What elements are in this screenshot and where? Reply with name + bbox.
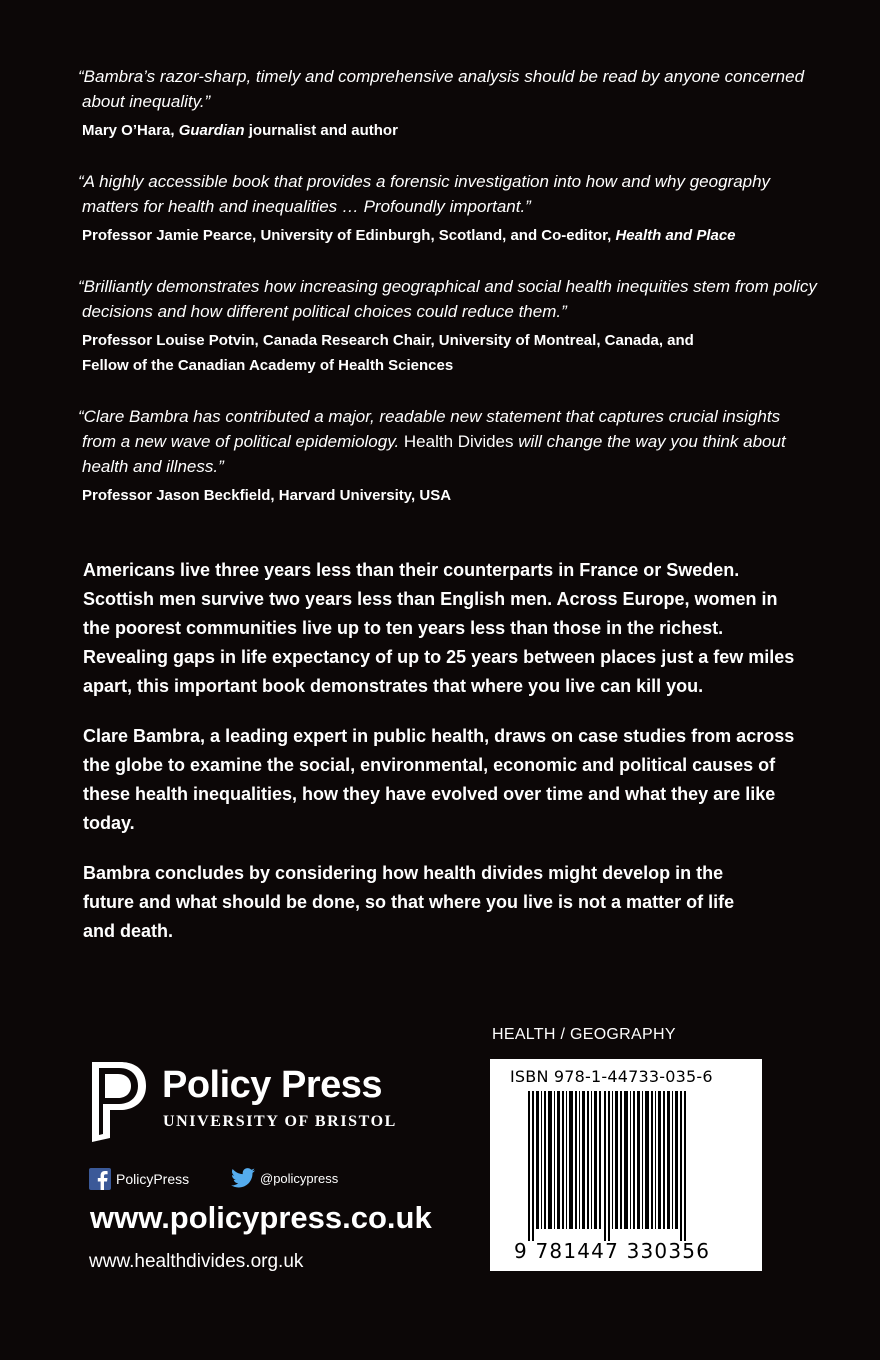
twitter-link[interactable] — [231, 1168, 338, 1188]
book-blurb — [83, 556, 803, 967]
isbn-barcode — [490, 1059, 762, 1271]
barcode-icon — [514, 1091, 704, 1241]
publisher-name: Policy Press — [162, 1064, 383, 1106]
book-website-link[interactable]: www.healthdivides.org.uk — [89, 1251, 304, 1272]
quote-text: “A highly accessible book that provides a forensic investigation into how and why geography matters for health and inequalities … Profoundly important.” — [78, 172, 771, 216]
twitter-handle: @policypress — [260, 1170, 339, 1186]
publisher-website-link[interactable]: www.policypress.co.uk — [90, 1200, 432, 1235]
blurb-paragraph: Americans live three years less than their counterparts in France or Sweden. Scottish men survive two years less than English men. Across Europe, women in the poorest communities live up to ten years less than those in the richest. Revealing gaps in life expectancy of up to 25 years between places just a few miles apart, this important book demonstrates that where you live can kill you. — [83, 560, 795, 696]
twitter-icon — [231, 1168, 255, 1188]
blurb-paragraph: Clare Bambra, a leading expert in public health, draws on case studies from across the globe to examine the social, environmental, economic and political causes of these health inequalities, how they have evolved over time and what they are like today. — [83, 726, 795, 833]
quote-beckfield — [78, 404, 818, 508]
facebook-icon — [89, 1168, 111, 1190]
isbn-digits: 9 781447 330356 — [514, 1239, 711, 1263]
quote-text: “Bambra’s razor-sharp, timely and comprehensive analysis should be read by anyone concerned about inequality.” — [78, 67, 805, 111]
publisher-subtitle: UNIVERSITY OF BRISTOL — [163, 1113, 397, 1130]
facebook-link[interactable] — [89, 1168, 189, 1190]
blurb-paragraph: Bambra concludes by considering how health divides might develop in the future and what should be done, so that where you live is not a matter of life and death. — [83, 863, 735, 941]
quote-potvin — [78, 274, 818, 378]
policy-press-logo-icon — [90, 1060, 148, 1144]
quote-pearce — [78, 169, 818, 248]
endorsements — [78, 64, 818, 534]
quote-ohara — [78, 64, 818, 143]
isbn-label: ISBN 978-1-44733-035-6 — [510, 1067, 713, 1086]
quote-author: Professor Jason Beckfield, Harvard University, USA — [82, 487, 452, 504]
quote-author: Professor Jamie Pearce, University of Edinburgh, Scotland, and Co-editor, Health and Place — [82, 227, 736, 244]
quote-author: Mary O’Hara, Guardian journalist and author — [82, 122, 398, 139]
quote-author: Professor Louise Potvin, Canada Research Chair, University of Montreal, Canada, and Fellow of the Canadian Academy of Health Sciences — [82, 332, 694, 374]
quote-text: “Clare Bambra has contributed a major, readable new statement that captures crucial insights from a new wave of political epidemiology. Health Divides will change the way you think about health and illness.” — [78, 407, 786, 476]
facebook-handle: PolicyPress — [116, 1171, 190, 1187]
subject-category: HEALTH / GEOGRAPHY — [492, 1026, 676, 1043]
quote-text: “Brilliantly demonstrates how increasing geographical and social health inequities stem from policy decisions and how different political choices could reduce them.” — [78, 277, 817, 321]
